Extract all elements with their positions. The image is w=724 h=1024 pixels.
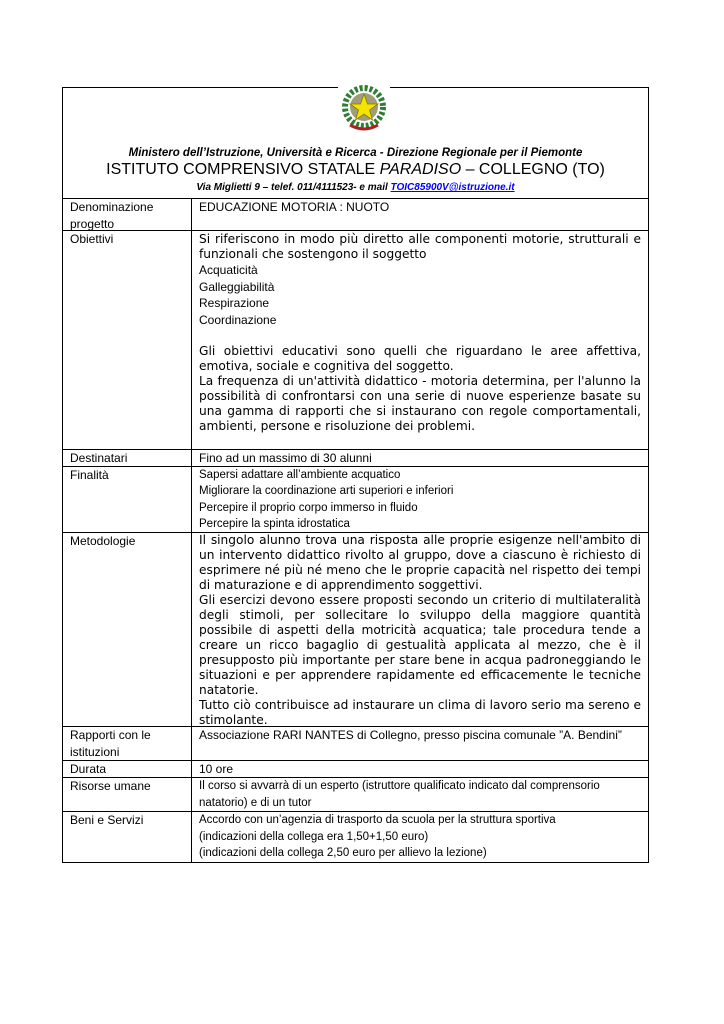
row-label: Durata [63,761,192,777]
row-denominazione [63,199,648,231]
row-label: Denominazione progetto [63,199,192,230]
row-value [192,812,648,862]
obiettivi-item: Coordinazione [199,312,277,327]
obiettivi-paragraph: Gli obiettivi educativi sono quelli che riguardano le aree affettiva, emotiva, sociale e cognitiva del soggetto. [199,344,641,373]
row-metodologie [63,533,648,727]
row-finalita [63,467,648,533]
address-line [63,182,648,193]
metodologie-paragraph: Il singolo alunno trova una risposta alle proprie esigenze nell'ambito di un intervento didattico rivolto al gruppo, dove a ciascuno è richiesto di esprimere né più né meno che le proprie capacità nel rispetto dei tempi di maturazione e di apprendimento soggettivi. [199,533,641,592]
row-label: Risorse umane [63,778,192,811]
row-durata [63,761,648,778]
row-value: EDUCAZIONE MOTORIA : NUOTO [199,200,390,214]
address: Via Miglietti 9 – telef. 011/4111523- e mail [196,182,391,193]
row-label: Destinatari [63,450,192,466]
row-destinatari [63,450,648,467]
letterhead [63,88,648,199]
row-label: Finalità [63,467,192,532]
school-name-italic: PARADISO [379,161,462,178]
obiettivi-item: Respirazione [199,296,270,310]
row-rapporti [63,727,648,761]
school-prefix: ISTITUTO COMPRENSIVO STATALE [106,161,380,178]
row-value [192,231,648,449]
row-value [192,467,648,532]
beni-line: (indicazioni della collega era 1,50+1,50 euro) [199,830,429,843]
ministry-line: Ministero dell’Istruzione, Università e Ricerca - Direzione Regionale per il Piemonte [128,147,583,159]
obiettivi-paragraph: La frequenza di un'attività didattico - motoria determina, per l'alunno la possibilità di confrontarsi con una serie di nuove esperienze basate su una gamma di rapporti che si instaurano con regole comportamentali, ambienti, persone e risoluzione dei problemi. [199,374,641,433]
beni-line: (indicazioni della collega 2,50 euro per allievo la lezione) [199,847,487,859]
row-beni [63,812,648,862]
obiettivi-item: Acquaticità [199,263,258,277]
metodologie-paragraph: Tutto ciò contribuisce ad instaurare un clima di lavoro serio ma sereno e stimolante. [199,698,641,727]
finalita-item: Migliorare la coordinazione arti superiori e inferiori [199,485,454,498]
row-value: Associazione RARI NANTES di Collegno, presso piscina comunale ”A. Bendini” [199,728,622,742]
obiettivi-intro: Si riferiscono in modo più diretto alle componenti motorie, strutturali e funzionali che sostengono il soggetto [199,232,641,261]
finalita-item: Sapersi adattare all’ambiente acquatico [199,469,401,481]
obiettivi-item: Galleggiabilità [199,279,275,294]
row-label: Metodologie [63,533,192,726]
email-link[interactable]: TOIC85900V@istruzione.it [390,182,515,193]
finalita-item: Percepire il proprio corpo immerso in fluido [199,501,418,514]
row-label: Beni e Servizi [63,812,192,862]
row-value: Fino ad un massimo di 30 alunni [199,451,372,465]
row-value: 10 ore [199,762,234,776]
school-location: – COLLEGNO (TO) [461,161,605,178]
row-label: Obiettivi [63,231,192,449]
project-document [62,87,649,863]
italian-republic-emblem-icon [338,83,390,135]
beni-line: Accordo con un’agenzia di trasporto da scuola per la struttura sportiva [199,814,556,826]
school-name [63,161,648,179]
finalita-item: Percepire la spinta idrostatica [199,517,350,530]
row-risorse [63,778,648,812]
row-value [192,533,648,726]
metodologie-paragraph: Gli esercizi devono essere proposti secondo un criterio di multilateralità degli stimoli, per sollecitare lo sviluppo della maggiore quantità possibile di aspetti della motricità acquatica; tale procedura tende a creare un ricco bagaglio di gestualità applicata al mezzo, che è il presupposto più importante per stare bene in acqua padroneggiando le situazioni e per apprendere rapidamente ed efficacemente le tecniche natatorie. [199,593,641,697]
row-label: Rapporti con le istituzioni [63,727,192,760]
row-value: Il corso si avvarrà di un esperto (istruttore qualificato indicato dal comprensorio natatorio) e di un tutor [199,780,600,809]
row-obiettivi [63,231,648,450]
